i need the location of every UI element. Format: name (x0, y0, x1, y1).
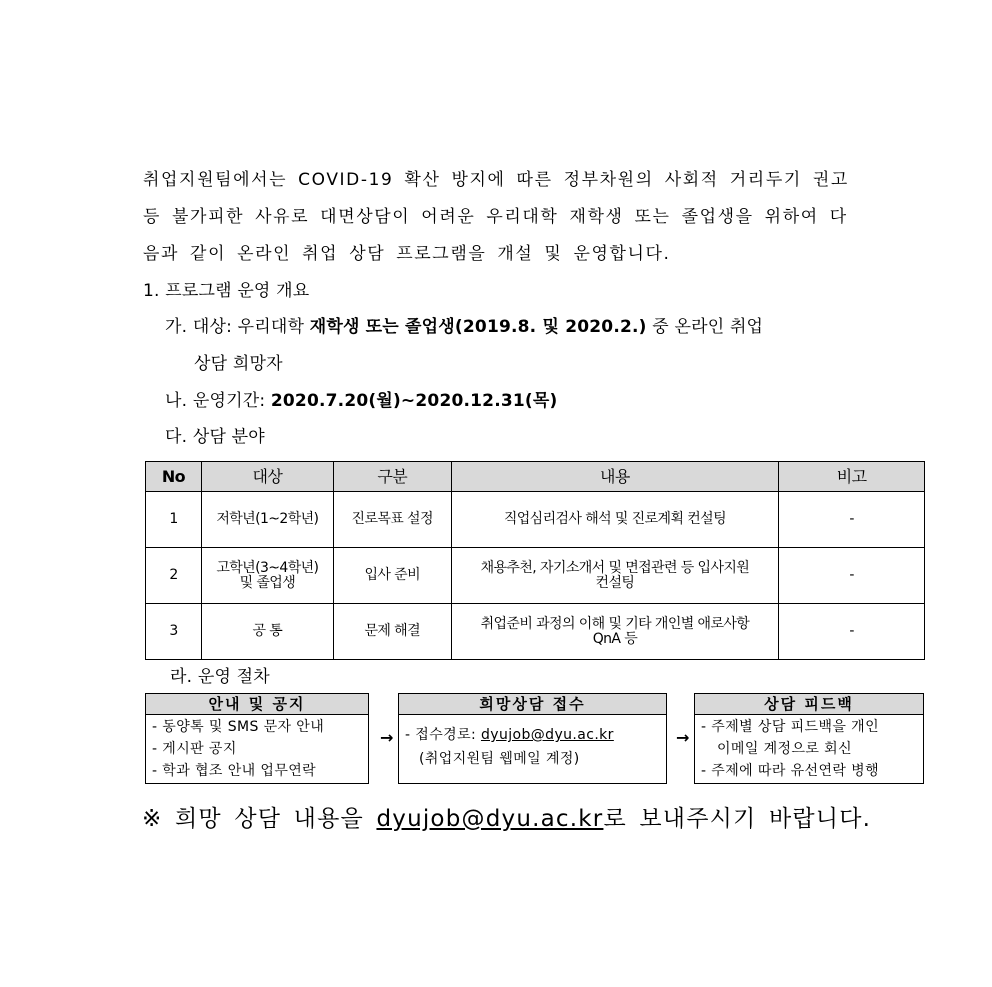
cell-note: - (779, 548, 925, 604)
process-box-feedback-item: - 주제별 상담 피드백을 개인 (701, 719, 880, 735)
consult-table (145, 461, 925, 660)
table-row (146, 492, 925, 548)
item-procedure: 라. 운영 절차 (170, 667, 270, 687)
process-box-apply-item (399, 715, 666, 747)
cell-target: 고학년(3~4학년) 및 졸업생 (201, 548, 333, 604)
process-box-feedback (694, 693, 924, 784)
intro-line-2: 등 불가피한 사유로 대면상담이 어려운 우리대학 재학생 또는 졸업생을 위하여 다 (143, 207, 848, 227)
cell-note: - (779, 492, 925, 548)
process-box-feedback-item: 이메일 계정으로 회신 (717, 741, 853, 757)
item-field: 다. 상담 분야 (165, 427, 265, 447)
notice-prefix: ※ 희망 상담 내용을 (142, 806, 377, 832)
header-note: 비고 (779, 462, 925, 492)
intro-line-1: 취업지원팀에서는 COVID-19 확산 방지에 따른 정부차원의 사회적 거리두기 권고 (143, 170, 849, 190)
process-box-notice-item: - 학과 협조 안내 업무연락 (152, 763, 317, 779)
arrow-icon: → (380, 728, 394, 747)
item-target-bold: 재학생 또는 졸업생(2019.8. 및 2020.2.) (309, 317, 647, 337)
header-target: 대상 (201, 462, 333, 492)
notice-suffix: 로 보내주시기 바랍니다. (603, 806, 872, 832)
process-box-notice-item: - 게시판 공지 (152, 741, 237, 757)
cell-target: 저학년(1~2학년) (201, 492, 333, 548)
cell-content: 직업심리검사 해석 및 진로계획 컨설팅 (451, 492, 779, 548)
header-category: 구분 (333, 462, 451, 492)
cell-no: 2 (146, 548, 202, 604)
process-box-apply-item: (취업지원팀 웹메일 계정) (419, 751, 580, 767)
apply-email-link[interactable]: dyujob@dyu.ac.kr (480, 727, 614, 743)
process-box-feedback-title: 상담 피드백 (695, 694, 923, 715)
cell-target: 공 통 (201, 604, 333, 660)
cell-content: 채용추천, 자기소개서 및 면접관련 등 입사지원 컨설팅 (451, 548, 779, 604)
cell-no: 1 (146, 492, 202, 548)
process-box-notice (145, 693, 369, 784)
process-box-notice-title: 안내 및 공지 (146, 694, 368, 715)
table-row (146, 548, 925, 604)
intro-line-3: 음과 같이 온라인 취업 상담 프로그램을 개설 및 운영합니다. (143, 244, 671, 264)
section-title: 1. 프로그램 운영 개요 (143, 281, 310, 301)
notice-text (142, 800, 871, 833)
cell-content: 취업준비 과정의 이해 및 기타 개인별 애로사항 QnA 등 (451, 604, 779, 660)
table-row (146, 604, 925, 660)
item-target-suffix: 중 온라인 취업 (646, 317, 764, 337)
table-header-row (146, 462, 925, 492)
item-target-prefix: 가. 대상: 우리대학 (165, 317, 310, 337)
notice-email-link[interactable]: dyujob@dyu.ac.kr (376, 806, 604, 832)
item-period-prefix: 나. 운영기간: (165, 391, 271, 411)
header-no: No (146, 462, 202, 492)
item-period (165, 386, 558, 411)
header-content: 내용 (451, 462, 779, 492)
item-target-cont: 상담 희망자 (194, 354, 283, 374)
cell-no: 3 (146, 604, 202, 660)
item-target (165, 312, 763, 337)
process-box-apply (398, 693, 667, 784)
cell-note: - (779, 604, 925, 660)
cell-category: 입사 준비 (333, 548, 451, 604)
arrow-icon: → (676, 728, 690, 747)
cell-category: 문제 해결 (333, 604, 451, 660)
process-box-feedback-item: - 주제에 따라 유선연락 병행 (701, 763, 880, 779)
cell-category: 진로목표 설정 (333, 492, 451, 548)
process-box-apply-title: 희망상담 접수 (399, 694, 666, 715)
item-period-dates: 2020.7.20(월)~2020.12.31(목) (270, 391, 558, 411)
process-box-notice-item: - 동양톡 및 SMS 문자 안내 (152, 719, 325, 735)
apply-route-label: - 접수경로: (405, 727, 481, 743)
